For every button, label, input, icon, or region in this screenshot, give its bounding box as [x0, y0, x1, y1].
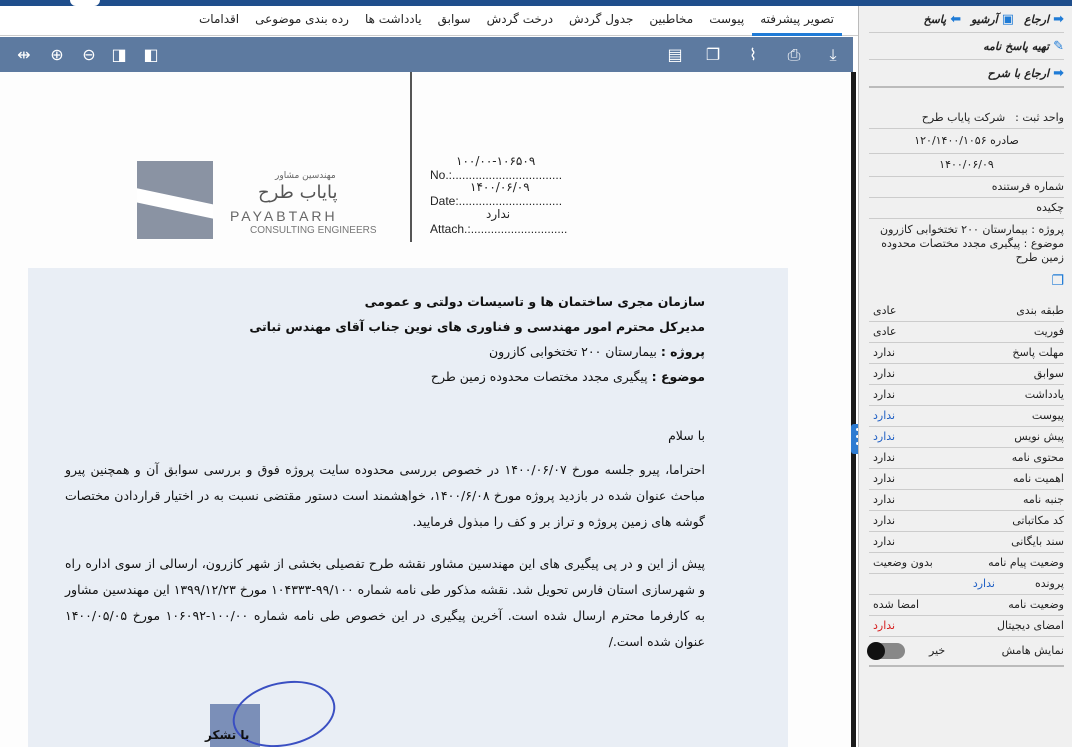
property-row [869, 322, 1064, 343]
letter-date-label: Date:............................... [430, 194, 563, 208]
property-label: پیش نویس [1014, 430, 1064, 443]
property-row [869, 343, 1064, 364]
project-label: پروژه : [660, 344, 705, 359]
abstract-field: چکیده [869, 198, 1064, 219]
action-row-prepare [869, 33, 1064, 60]
letter-attachment: ندارد [486, 207, 511, 221]
subject-line [431, 369, 705, 384]
action-row-main [869, 6, 1064, 33]
property-value: ندارد [873, 514, 896, 527]
tab-attachment[interactable]: پیوست [709, 12, 745, 26]
property-value: ندارد [873, 346, 896, 359]
project-line [489, 344, 705, 359]
issue-date: ۱۴۰۰/۰۶/۰۹ [869, 154, 1064, 177]
recipient-org: سازمان مجری ساختمان ها و تاسیسات دولتی و عمومی [364, 294, 705, 309]
stamp-icon[interactable]: ▤ [667, 45, 683, 64]
project-value: بیمارستان ۲۰۰ تختخوابی کازرون [488, 344, 657, 359]
property-value: ندارد [873, 619, 896, 632]
property-row [869, 385, 1064, 406]
property-label: امضای دیجیتال [997, 619, 1064, 632]
reply-button[interactable]: ⬅ پاسخ [923, 11, 962, 27]
property-label: جنبه نامه [1022, 493, 1064, 506]
property-value[interactable]: ندارد [873, 409, 896, 422]
archive-button[interactable]: ▣ آرشیو [971, 11, 1014, 27]
show-margin-value: خیر [929, 644, 946, 657]
letter-date: ۱۴۰۰/۰۶/۰۹ [470, 180, 530, 194]
property-value[interactable]: ندارد [873, 430, 896, 443]
action-row-refer-note [869, 60, 1064, 88]
tab-subject-classification[interactable]: رده بندی موضوعی [255, 12, 349, 26]
property-label: طبقه بندی [1016, 304, 1064, 317]
page-rotate-icon[interactable]: ◧ [143, 45, 159, 64]
property-label: پیوست [1031, 409, 1064, 422]
property-label: اهمیت نامه [1012, 472, 1064, 485]
property-value: ندارد [873, 367, 896, 380]
summary-subject: موضوع : پیگیری مجدد مختصات محدوده زمین طرح [881, 237, 1064, 264]
zoom-out-icon[interactable]: ⊖ [82, 45, 96, 64]
property-label: کد مکاتباتی [1012, 514, 1064, 527]
subject-label: موضوع : [651, 369, 705, 384]
attach-icon[interactable]: ⌇ [749, 45, 757, 64]
print-icon[interactable]: ⎙ [787, 45, 801, 64]
tab-history[interactable]: سوابق [437, 12, 471, 26]
property-row [869, 406, 1064, 427]
archive-icon: ▣ [1001, 11, 1014, 27]
property-label: سند بایگانی [1011, 535, 1064, 548]
company-logo [137, 161, 213, 239]
copy-summary-icon[interactable]: ❐ [1051, 273, 1064, 289]
property-value: بدون وضعیت [873, 556, 933, 569]
property-row [869, 301, 1064, 322]
summary-project: پروژه : بیمارستان ۲۰۰ تختخوابی کازرون [880, 223, 1064, 236]
letter-info-sidebar [858, 6, 1072, 747]
download-icon[interactable]: ⤓ [829, 45, 837, 64]
tab-notes[interactable]: یادداشت ها [364, 12, 422, 26]
tab-recipients[interactable]: مخاطبین [649, 12, 694, 26]
property-row [869, 616, 1064, 637]
property-value: ندارد [873, 472, 896, 485]
sender-number-field: شماره فرستنده [869, 177, 1064, 198]
property-label: وضعیت نامه [1008, 598, 1064, 611]
property-row [869, 595, 1064, 616]
greeting: با سلام [668, 428, 705, 443]
paragraph-2: پیش از این و در پی پیگیری های این مهندسین مشاور نقشه طرح تفصیلی بخشی از شهر کازرون، ارسالی از سوی اداره راه و شهرسازی استان فارس تحویل شد. نقشه مذکور طی نامه شماره ۹۹/۱۰۰-۱۰۴۳۳۳ مورخ ۱۳۹۹/۱۲/۲۳ این مهندسین مشاور به کارفرما محترم ارسال شده است. آخرین پیگیری در این خصوص طی نامه شماره ۱۰۰/۰۰-۱۰۶۰۹۲ مورخ ۱۴۰۰/۰۵/۰۵ عنوان شده است./ [65, 556, 705, 649]
property-label: پرونده [1034, 577, 1064, 590]
letter-viewer[interactable] [0, 72, 852, 747]
property-label: فوریت [1033, 325, 1064, 338]
logo-tagline: CONSULTING ENGINEERS [250, 225, 377, 236]
property-value: ندارد [873, 388, 896, 401]
logo-name-fa: پایاب طرح [258, 182, 338, 203]
paragraph-1: احتراما، پیرو جلسه مورخ ۱۴۰۰/۰۶/۰۷ در خصوص بررسی محدوده سایت پروژه فوق و بررسی سوابق آن و همچنین پیرو مباحث عنوان شده در بازدید پروژه مورخ ۱۴۰۰/۶/۰۸، خواهشمند است دستور مقتضی نسبت به در اختیار قراردادن مختصات گوشه های زمین پروژه و تراز بر و کف را مبذول فرمایید. [65, 462, 705, 529]
edit-icon: ✎ [1053, 38, 1064, 54]
show-margin-toggle[interactable] [869, 643, 905, 659]
tab-advanced-image[interactable]: تصویر پیشرفته [752, 6, 842, 36]
tab-flow-table[interactable]: جدول گردش [569, 12, 634, 26]
viewer-toolbar [0, 37, 853, 72]
property-label: مهلت پاسخ [1012, 346, 1064, 359]
property-row [869, 364, 1064, 385]
property-value[interactable]: ندارد [972, 577, 995, 590]
letter-summary [869, 219, 1064, 269]
arrow-right-icon: ➡ [1053, 11, 1064, 27]
unit-field: واحد ثبت : شرکت پایاب طرح [869, 108, 1064, 129]
property-value: ندارد [873, 451, 896, 464]
properties-list [869, 301, 1064, 637]
logo-subtitle: مهندسین مشاور [275, 171, 336, 181]
letter-number-label: No.:................................. [430, 168, 563, 182]
closing-text: با تشکر [205, 728, 250, 742]
property-row [869, 574, 1064, 595]
letter-attachment-label: Attach.:............................. [430, 222, 568, 236]
property-label: یادداشت [1024, 388, 1064, 401]
tab-bar [0, 6, 858, 36]
property-row [869, 427, 1064, 448]
property-value: امضا شده [873, 598, 920, 611]
property-value: عادی [873, 325, 897, 338]
property-row [869, 490, 1064, 511]
letter-number: ۱۰۰/۰۰-۱۰۶۵۰۹ [456, 154, 536, 168]
property-row [869, 553, 1064, 574]
recipient-person: مدیرکل محترم امور مهندسی و فناوری های نوین جناب آقای مهندس ثباتی [249, 319, 705, 334]
refer-with-note-button[interactable]: ➡ ارجاع با شرح [987, 65, 1064, 81]
page-rotate-left-icon[interactable]: ◨ [111, 45, 127, 64]
copy-icon[interactable]: ❐ [705, 45, 721, 64]
zoom-in-icon[interactable]: ⊕ [50, 45, 64, 64]
document-area [0, 6, 858, 747]
property-row [869, 511, 1064, 532]
arrow-left-icon: ⬅ [950, 11, 962, 27]
property-label: سوابق [1033, 367, 1064, 380]
property-row [869, 469, 1064, 490]
property-label: محتوی نامه [1011, 451, 1064, 464]
property-value: ندارد [873, 535, 896, 548]
tab-flow-tree[interactable]: درخت گردش [486, 12, 554, 26]
property-value: عادی [873, 304, 897, 317]
letter-page [0, 72, 851, 747]
header-divider [410, 72, 412, 242]
property-label: وضعیت پیام نامه [988, 556, 1064, 569]
show-margin-field: نمایش هامش خیر [869, 637, 1064, 667]
tab-actions[interactable]: اقدامات [198, 12, 240, 26]
arrow-right-icon: ➡ [1053, 65, 1064, 81]
issued-number: صادره ۱۲۰/۱۴۰۰/۱۰۵۶ [869, 129, 1064, 154]
logo-name-en: PAYABTARH [230, 208, 338, 224]
prepare-reply-button[interactable]: ✎ تهیه پاسخ نامه [983, 38, 1064, 54]
property-row [869, 532, 1064, 553]
fit-width-icon[interactable]: ⇹ [17, 45, 31, 64]
viewer-scrollbar[interactable] [851, 72, 856, 747]
property-value: ندارد [873, 493, 896, 506]
refer-button[interactable]: ➡ ارجاع [1024, 11, 1064, 27]
property-row [869, 448, 1064, 469]
subject-value: پیگیری مجدد مختصات محدوده زمین طرح [430, 369, 648, 384]
